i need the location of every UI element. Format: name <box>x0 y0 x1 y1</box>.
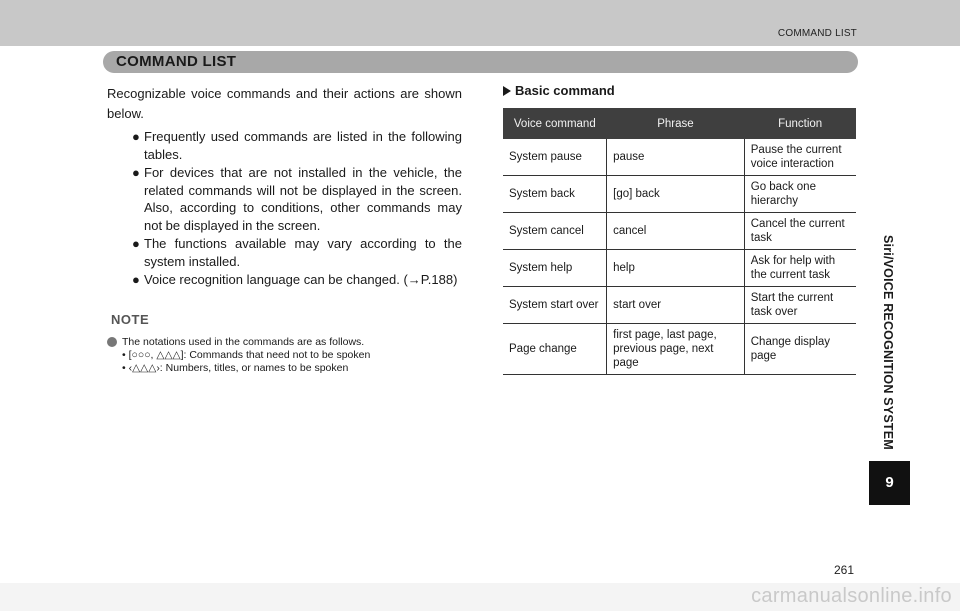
phrase-cell: cancel <box>607 213 745 250</box>
voice-command-cell: System cancel <box>503 213 607 250</box>
page-number: 261 <box>834 563 855 577</box>
note-sub-item: • ‹△△△›: Numbers, titles, or names to be spoken <box>122 362 349 374</box>
phrase-cell: first page, last page, previous page, next page <box>607 324 745 375</box>
bullet-item <box>132 271 462 289</box>
basic-command-table <box>503 108 856 375</box>
note-line <box>107 335 462 349</box>
phrase-cell: help <box>607 250 745 287</box>
basic-command-section <box>503 83 856 375</box>
bullet-item <box>132 164 462 234</box>
table-row <box>503 213 856 250</box>
function-cell: Start the current task over <box>744 287 856 324</box>
voice-command-cell: System help <box>503 250 607 287</box>
function-cell: Cancel the current task <box>744 213 856 250</box>
note-bullet-icon <box>107 337 117 347</box>
basic-command-heading <box>503 83 856 98</box>
table-row <box>503 287 856 324</box>
basic-command-title: Basic command <box>515 83 615 98</box>
phrase-cell: [go] back <box>607 176 745 213</box>
table-row <box>503 250 856 287</box>
voice-command-cell: System start over <box>503 287 607 324</box>
intro-column <box>107 84 462 290</box>
chapter-side-label: Siri/VOICE RECOGNITION SYSTEM <box>881 235 895 450</box>
note-box <box>107 312 462 375</box>
triangle-right-icon <box>503 86 511 96</box>
bullet-dot-icon: ● <box>132 272 140 287</box>
section-title-bar <box>103 51 858 73</box>
section-title: COMMAND LIST <box>116 53 237 70</box>
bullet-item <box>132 235 462 270</box>
table-row <box>503 139 856 176</box>
bullet-text: Frequently used commands are listed in the following tables. <box>144 129 462 162</box>
column-header-function: Function <box>744 108 856 139</box>
function-cell: Change display page <box>744 324 856 375</box>
running-header: COMMAND LIST <box>777 28 857 39</box>
bullet-text: The functions available may vary according to the system installed. <box>144 236 462 269</box>
voice-command-cell: System back <box>503 176 607 213</box>
header-band <box>0 0 960 46</box>
function-cell: Ask for help with the current task <box>744 250 856 287</box>
phrase-cell: pause <box>607 139 745 176</box>
table-row <box>503 176 856 213</box>
bullet-dot-icon: ● <box>132 236 140 251</box>
bullet-list <box>107 128 462 289</box>
watermark: carmanualsonline.info <box>751 585 952 607</box>
column-header-voice-command: Voice command <box>503 108 607 139</box>
chapter-number: 9 <box>885 474 894 491</box>
note-text: The notations used in the commands are as follows. <box>122 336 365 348</box>
bullet-item <box>132 128 462 163</box>
bullet-text: For devices that are not installed in the vehicle, the related commands will not be displayed in the screen. Also, according to conditions, other commands may not be displayed in the screen. <box>144 165 462 233</box>
intro-text: Recognizable voice commands and their actions are shown below. <box>107 86 462 121</box>
bullet-text: Voice recognition language can be changed. (→P.188) <box>144 272 458 287</box>
function-cell: Go back one hierarchy <box>744 176 856 213</box>
bullet-dot-icon: ● <box>132 165 140 180</box>
function-cell: Pause the current voice interaction <box>744 139 856 176</box>
bullet-dot-icon: ● <box>132 129 140 144</box>
voice-command-cell: System pause <box>503 139 607 176</box>
note-title: NOTE <box>111 312 150 327</box>
chapter-tab <box>869 461 910 505</box>
voice-command-cell: Page change <box>503 324 607 375</box>
table-row <box>503 324 856 375</box>
table-header-row <box>503 108 856 139</box>
column-header-phrase: Phrase <box>607 108 745 139</box>
phrase-cell: start over <box>607 287 745 324</box>
note-sub-item: • [○○○, △△△]: Commands that need not to be spoken <box>122 349 371 361</box>
